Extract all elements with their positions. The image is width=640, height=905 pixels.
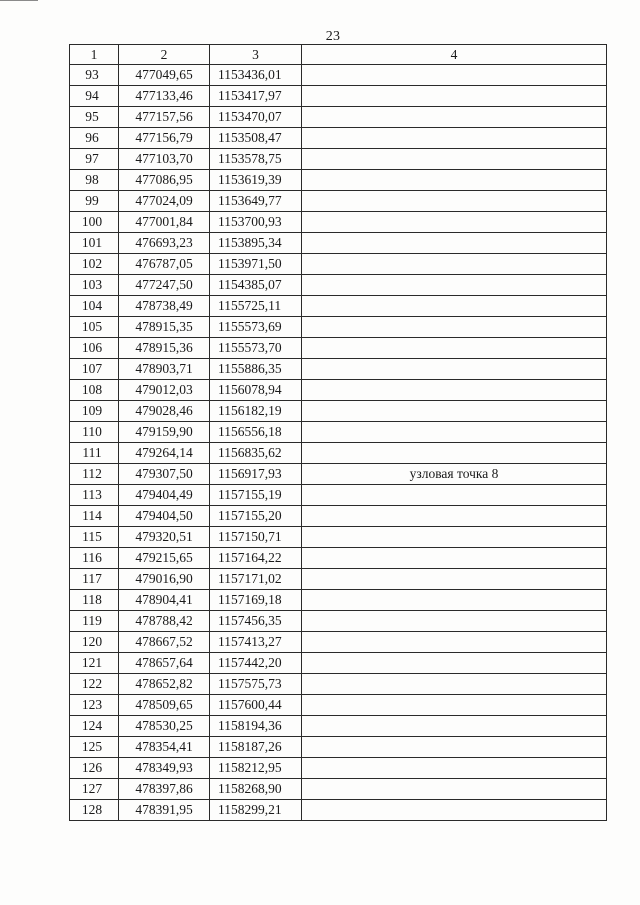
note-cell xyxy=(302,275,607,296)
table-row xyxy=(70,359,607,380)
point-number-cell: 101 xyxy=(70,233,119,254)
y-coordinate-cell: 1158268,90 xyxy=(210,779,302,800)
x-coordinate-cell: 479404,50 xyxy=(119,506,210,527)
point-number-cell: 119 xyxy=(70,611,119,632)
x-coordinate-cell: 478349,93 xyxy=(119,758,210,779)
point-number-cell: 104 xyxy=(70,296,119,317)
y-coordinate-cell: 1153578,75 xyxy=(210,149,302,170)
point-number-cell: 95 xyxy=(70,107,119,128)
x-coordinate-cell: 479307,50 xyxy=(119,464,210,485)
note-cell xyxy=(302,674,607,695)
point-number-cell: 103 xyxy=(70,275,119,296)
x-coordinate-cell: 478738,49 xyxy=(119,296,210,317)
note-cell xyxy=(302,86,607,107)
y-coordinate-cell: 1157600,44 xyxy=(210,695,302,716)
table-row xyxy=(70,128,607,149)
table-row xyxy=(70,107,607,128)
note-cell xyxy=(302,716,607,737)
table-row xyxy=(70,800,607,821)
note-cell xyxy=(302,632,607,653)
note-cell xyxy=(302,107,607,128)
point-number-cell: 99 xyxy=(70,191,119,212)
x-coordinate-cell: 479016,90 xyxy=(119,569,210,590)
table-row xyxy=(70,443,607,464)
y-coordinate-cell: 1158194,36 xyxy=(210,716,302,737)
y-coordinate-cell: 1155725,11 xyxy=(210,296,302,317)
point-number-cell: 98 xyxy=(70,170,119,191)
table-row xyxy=(70,485,607,506)
x-coordinate-cell: 478391,95 xyxy=(119,800,210,821)
table-row xyxy=(70,338,607,359)
x-coordinate-cell: 478903,71 xyxy=(119,359,210,380)
point-number-cell: 105 xyxy=(70,317,119,338)
x-coordinate-cell: 477001,84 xyxy=(119,212,210,233)
table-row xyxy=(70,65,607,86)
x-coordinate-cell: 478788,42 xyxy=(119,611,210,632)
y-coordinate-cell: 1158299,21 xyxy=(210,800,302,821)
table-row xyxy=(70,611,607,632)
note-cell xyxy=(302,317,607,338)
point-number-cell: 128 xyxy=(70,800,119,821)
note-cell xyxy=(302,527,607,548)
table-row xyxy=(70,317,607,338)
note-cell xyxy=(302,800,607,821)
point-number-cell: 108 xyxy=(70,380,119,401)
note-cell xyxy=(302,128,607,149)
point-number-cell: 123 xyxy=(70,695,119,716)
point-number-cell: 127 xyxy=(70,779,119,800)
y-coordinate-cell: 1153470,07 xyxy=(210,107,302,128)
table-row xyxy=(70,716,607,737)
note-cell xyxy=(302,653,607,674)
x-coordinate-cell: 477049,65 xyxy=(119,65,210,86)
note-cell xyxy=(302,254,607,275)
y-coordinate-cell: 1153700,93 xyxy=(210,212,302,233)
table-row xyxy=(70,254,607,275)
y-coordinate-cell: 1153895,34 xyxy=(210,233,302,254)
x-coordinate-cell: 478657,64 xyxy=(119,653,210,674)
note-cell xyxy=(302,758,607,779)
note-cell: узловая точка 8 xyxy=(302,464,607,485)
x-coordinate-cell: 478397,86 xyxy=(119,779,210,800)
note-cell xyxy=(302,611,607,632)
point-number-cell: 102 xyxy=(70,254,119,275)
y-coordinate-cell: 1156917,93 xyxy=(210,464,302,485)
x-coordinate-cell: 477086,95 xyxy=(119,170,210,191)
table-row xyxy=(70,653,607,674)
column-header-point-number: 1 xyxy=(70,45,119,65)
x-coordinate-cell: 478915,35 xyxy=(119,317,210,338)
note-cell xyxy=(302,548,607,569)
y-coordinate-cell: 1157413,27 xyxy=(210,632,302,653)
note-cell xyxy=(302,359,607,380)
table-row xyxy=(70,674,607,695)
point-number-cell: 125 xyxy=(70,737,119,758)
note-cell xyxy=(302,695,607,716)
column-header-x: 2 xyxy=(119,45,210,65)
y-coordinate-cell: 1153971,50 xyxy=(210,254,302,275)
table-row xyxy=(70,737,607,758)
note-cell xyxy=(302,212,607,233)
point-number-cell: 114 xyxy=(70,506,119,527)
y-coordinate-cell: 1156835,62 xyxy=(210,443,302,464)
point-number-cell: 106 xyxy=(70,338,119,359)
note-cell xyxy=(302,443,607,464)
x-coordinate-cell: 478354,41 xyxy=(119,737,210,758)
note-cell xyxy=(302,401,607,422)
table-row xyxy=(70,233,607,254)
table-row xyxy=(70,191,607,212)
table-row xyxy=(70,506,607,527)
column-header-note: 4 xyxy=(302,45,607,65)
note-cell xyxy=(302,485,607,506)
point-number-cell: 116 xyxy=(70,548,119,569)
x-coordinate-cell: 479320,51 xyxy=(119,527,210,548)
table-row xyxy=(70,464,607,485)
point-number-cell: 109 xyxy=(70,401,119,422)
point-number-cell: 126 xyxy=(70,758,119,779)
point-number-cell: 122 xyxy=(70,674,119,695)
point-number-cell: 110 xyxy=(70,422,119,443)
x-coordinate-cell: 478915,36 xyxy=(119,338,210,359)
y-coordinate-cell: 1157171,02 xyxy=(210,569,302,590)
y-coordinate-cell: 1154385,07 xyxy=(210,275,302,296)
table-row xyxy=(70,527,607,548)
column-header-y: 3 xyxy=(210,45,302,65)
table-row xyxy=(70,632,607,653)
table-body xyxy=(70,65,607,821)
x-coordinate-cell: 478530,25 xyxy=(119,716,210,737)
point-number-cell: 94 xyxy=(70,86,119,107)
point-number-cell: 113 xyxy=(70,485,119,506)
x-coordinate-cell: 477156,79 xyxy=(119,128,210,149)
x-coordinate-cell: 477103,70 xyxy=(119,149,210,170)
note-cell xyxy=(302,422,607,443)
y-coordinate-cell: 1156078,94 xyxy=(210,380,302,401)
point-number-cell: 120 xyxy=(70,632,119,653)
point-number-cell: 97 xyxy=(70,149,119,170)
point-number-cell: 115 xyxy=(70,527,119,548)
x-coordinate-cell: 477133,46 xyxy=(119,86,210,107)
x-coordinate-cell: 478652,82 xyxy=(119,674,210,695)
table-row xyxy=(70,212,607,233)
y-coordinate-cell: 1157442,20 xyxy=(210,653,302,674)
table-header-row xyxy=(70,45,607,65)
y-coordinate-cell: 1153436,01 xyxy=(210,65,302,86)
point-number-cell: 118 xyxy=(70,590,119,611)
point-number-cell: 93 xyxy=(70,65,119,86)
y-coordinate-cell: 1156556,18 xyxy=(210,422,302,443)
table-row xyxy=(70,779,607,800)
note-cell xyxy=(302,737,607,758)
point-number-cell: 121 xyxy=(70,653,119,674)
point-number-cell: 111 xyxy=(70,443,119,464)
x-coordinate-cell: 478667,52 xyxy=(119,632,210,653)
x-coordinate-cell: 476693,23 xyxy=(119,233,210,254)
y-coordinate-cell: 1156182,19 xyxy=(210,401,302,422)
note-cell xyxy=(302,233,607,254)
table-row xyxy=(70,758,607,779)
note-cell xyxy=(302,380,607,401)
note-cell xyxy=(302,65,607,86)
table-row xyxy=(70,590,607,611)
x-coordinate-cell: 478509,65 xyxy=(119,695,210,716)
coordinates-table xyxy=(69,44,607,821)
y-coordinate-cell: 1155573,70 xyxy=(210,338,302,359)
note-cell xyxy=(302,779,607,800)
note-cell xyxy=(302,149,607,170)
y-coordinate-cell: 1158187,26 xyxy=(210,737,302,758)
y-coordinate-cell: 1153649,77 xyxy=(210,191,302,212)
point-number-cell: 107 xyxy=(70,359,119,380)
y-coordinate-cell: 1158212,95 xyxy=(210,758,302,779)
x-coordinate-cell: 479404,49 xyxy=(119,485,210,506)
table-row xyxy=(70,86,607,107)
y-coordinate-cell: 1153508,47 xyxy=(210,128,302,149)
x-coordinate-cell: 479215,65 xyxy=(119,548,210,569)
x-coordinate-cell: 477157,56 xyxy=(119,107,210,128)
point-number-cell: 112 xyxy=(70,464,119,485)
point-number-cell: 100 xyxy=(70,212,119,233)
table-row xyxy=(70,380,607,401)
y-coordinate-cell: 1157575,73 xyxy=(210,674,302,695)
table-row xyxy=(70,275,607,296)
y-coordinate-cell: 1153619,39 xyxy=(210,170,302,191)
y-coordinate-cell: 1157155,20 xyxy=(210,506,302,527)
x-coordinate-cell: 477247,50 xyxy=(119,275,210,296)
y-coordinate-cell: 1157155,19 xyxy=(210,485,302,506)
note-cell xyxy=(302,569,607,590)
table-row xyxy=(70,401,607,422)
x-coordinate-cell: 479264,14 xyxy=(119,443,210,464)
y-coordinate-cell: 1157456,35 xyxy=(210,611,302,632)
note-cell xyxy=(302,338,607,359)
x-coordinate-cell: 479012,03 xyxy=(119,380,210,401)
x-coordinate-cell: 479159,90 xyxy=(119,422,210,443)
note-cell xyxy=(302,170,607,191)
table-row xyxy=(70,296,607,317)
x-coordinate-cell: 479028,46 xyxy=(119,401,210,422)
note-cell xyxy=(302,590,607,611)
note-cell xyxy=(302,191,607,212)
point-number-cell: 96 xyxy=(70,128,119,149)
note-cell xyxy=(302,506,607,527)
page-number: 23 xyxy=(325,29,341,44)
x-coordinate-cell: 478904,41 xyxy=(119,590,210,611)
x-coordinate-cell: 477024,09 xyxy=(119,191,210,212)
x-coordinate-cell: 476787,05 xyxy=(119,254,210,275)
y-coordinate-cell: 1157150,71 xyxy=(210,527,302,548)
table-row xyxy=(70,149,607,170)
y-coordinate-cell: 1155886,35 xyxy=(210,359,302,380)
point-number-cell: 117 xyxy=(70,569,119,590)
table-row xyxy=(70,548,607,569)
table-row xyxy=(70,422,607,443)
note-cell xyxy=(302,296,607,317)
y-coordinate-cell: 1155573,69 xyxy=(210,317,302,338)
y-coordinate-cell: 1153417,97 xyxy=(210,86,302,107)
y-coordinate-cell: 1157169,18 xyxy=(210,590,302,611)
point-number-cell: 124 xyxy=(70,716,119,737)
table-row xyxy=(70,695,607,716)
table-row xyxy=(70,569,607,590)
table-row xyxy=(70,170,607,191)
scan-edge-mark xyxy=(0,0,38,3)
y-coordinate-cell: 1157164,22 xyxy=(210,548,302,569)
